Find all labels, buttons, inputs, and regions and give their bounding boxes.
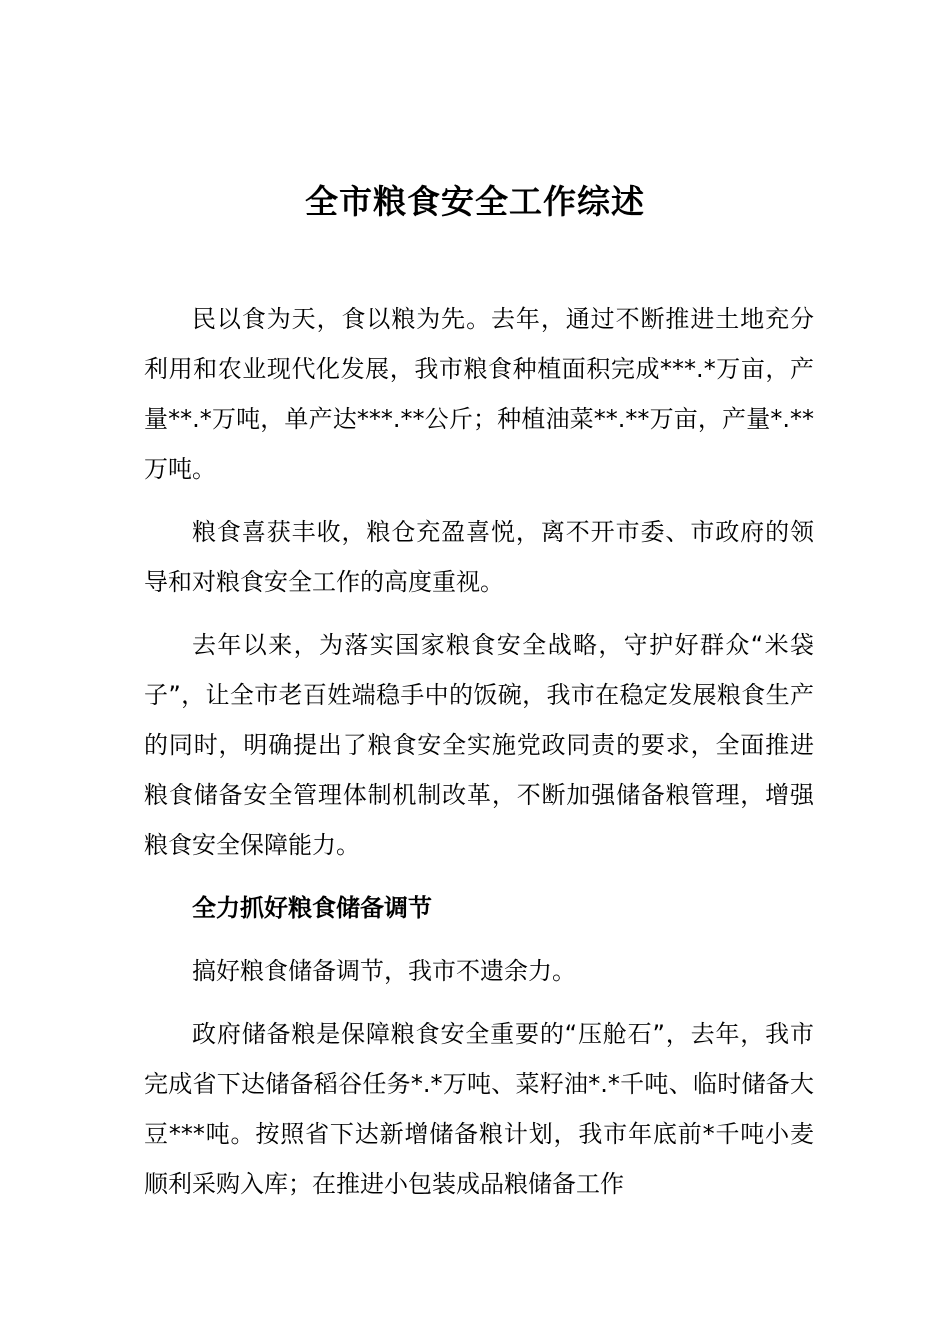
document-body	[144, 294, 814, 1222]
paragraph-strategy: 去年以来，为落实国家粮食安全战略，守护好群众“米袋子”，让全市老百姓端稳手中的饭碗，我市在稳定发展粮食生产的同时，明确提出了粮食安全实施党政同责的要求，全面推进粮食储备安全管理体制机制改革，不断加强储备粮管理，增强粮食安全保障能力。	[144, 631, 814, 859]
paragraph-intro: 民以食为天，食以粮为先。去年，通过不断推进土地充分利用和农业现代化发展，我市粮食种植面积完成***.*万亩，产量**.*万吨，单产达***.**公斤；种植油菜**.**万亩，产量*.**万吨。	[144, 305, 814, 483]
paragraph-reserve-intro: 搞好粮食储备调节，我市不遗余力。	[192, 957, 576, 985]
paragraph-harvest: 粮食喜获丰收，粮仓充盈喜悦，离不开市委、市政府的领导和对粮食安全工作的高度重视。	[144, 518, 814, 596]
section-heading: 全力抓好粮食储备调节	[192, 894, 432, 922]
paragraph-reserve-detail: 政府储备粮是保障粮食安全重要的“压舱石”，去年，我市完成省下达储备稻谷任务*.*万吨、菜籽油*.*千吨、临时储备大豆***吨。按照省下达新增储备粮计划，我市年底前*千吨小麦顺利采购入库；在推进小包装成品粮储备工作	[144, 1020, 814, 1198]
page-title: 全市粮食安全工作综述	[305, 182, 645, 222]
